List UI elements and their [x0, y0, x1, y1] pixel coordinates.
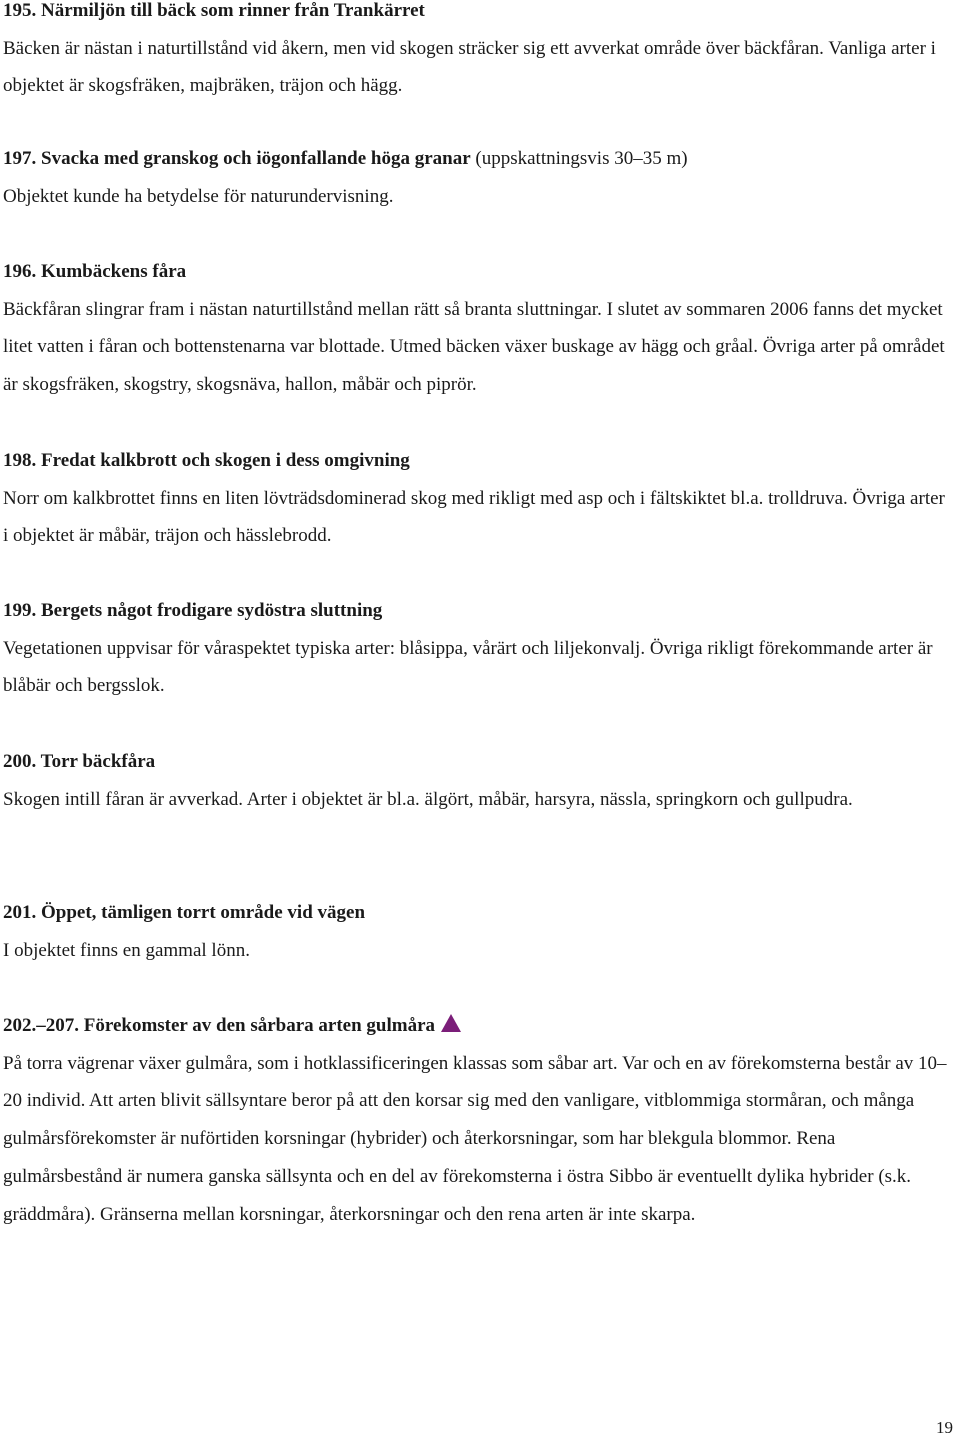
entry-heading: [3, 253, 953, 291]
entry-body: Vegetationen uppvisar för våraspektet typiska arter: blåsippa, vårärt och liljekonvalj. Övriga rikligt förekommande arter är blåbär och bergsslok.: [3, 637, 933, 697]
entry-title: 200. Torr bäckfåra: [3, 751, 156, 772]
entry-body: Norr om kalkbrottet finns en liten lövträdsdominerad skog med rikligt med asp och i fältskiktet bl.a. trolldruva. Övriga arter i objektet är måbär, träjon och hässlebrodd.: [3, 487, 945, 547]
entry-197: [3, 140, 953, 215]
entry-body: Objektet kunde ha betydelse för naturundervisning.: [3, 185, 394, 207]
entry-heading: [3, 0, 953, 30]
entry-title: 201. Öppet, tämligen torrt område vid vägen: [3, 902, 366, 923]
entry-heading: [3, 894, 953, 932]
entry-201: [3, 894, 953, 969]
entry-heading: [3, 592, 953, 630]
entry-title-note: (uppskattningsvis 30–35 m): [470, 148, 688, 169]
entry-195: [3, 0, 953, 105]
entry-heading: [3, 1007, 953, 1045]
entry-heading: [3, 442, 953, 480]
entry-202-207: [3, 1007, 953, 1233]
entry-title: 197. Svacka med granskog och iögonfallande höga granar: [3, 148, 471, 169]
entry-title: 199. Bergets något frodigare sydöstra sluttning: [3, 600, 383, 621]
entry-title: 202.–207. Förekomster av den sårbara arten gulmåra: [3, 1015, 436, 1036]
entry-title: 195. Närmiljön till bäck som rinner från Trankärret: [3, 0, 425, 21]
entry-body: I objektet finns en gammal lönn.: [3, 939, 250, 961]
triangle-icon: [441, 1014, 461, 1032]
entry-199: [3, 592, 953, 705]
entry-heading: [3, 743, 953, 781]
page-number: 19: [936, 1418, 953, 1437]
entry-heading: [3, 140, 953, 178]
entry-title: 198. Fredat kalkbrott och skogen i dess omgivning: [3, 450, 410, 471]
entry-body: På torra vägrenar växer gulmåra, som i hotklassificeringen klassas som såbar art. Var och en av förekomsterna består av 10–20 individ. Att arten blivit sällsyntare beror på att den korsar sig med den vanligare, vitblommiga stormåran, och många gulmårsförekomster är nuförtiden korsningar (hybrider) och återkorsningar, som har blekgula blommor. Rena gulmårsbestånd är numera ganska sällsynta och en del av förekomsterna i östra Sibbo är eventuellt dylika hybrider (s.k. gräddmåra). Gränserna mellan korsningar, återkorsningar och den rena arten är inte skarpa.: [3, 1052, 947, 1225]
entry-body: Skogen intill fåran är avverkad. Arter i objektet är bl.a. älgört, måbär, harsyra, nässla, springkorn och gullpudra.: [3, 788, 853, 810]
entry-196: [3, 253, 953, 404]
entry-198: [3, 442, 953, 555]
entry-body: Bäckfåran slingrar fram i nästan naturtillstånd mellan rätt så branta sluttningar. I slutet av sommaren 2006 fanns det mycket litet vatten i fåran och bottenstenarna var blottade. Utmed bäcken växer buskage av hägg och gråal. Övriga arter på området är skogsfräken, skogstry, skogsnäva, hallon, måbär och piprör.: [3, 298, 945, 396]
entry-title: 196. Kumbäckens fåra: [3, 261, 187, 282]
entry-body: Bäcken är nästan i naturtillstånd vid åkern, men vid skogen sträcker sig ett avverkat område över bäckfåran. Vanliga arter i objektet är skogsfräken, majbräken, träjon och hägg.: [3, 37, 936, 97]
entry-200: [3, 743, 953, 818]
